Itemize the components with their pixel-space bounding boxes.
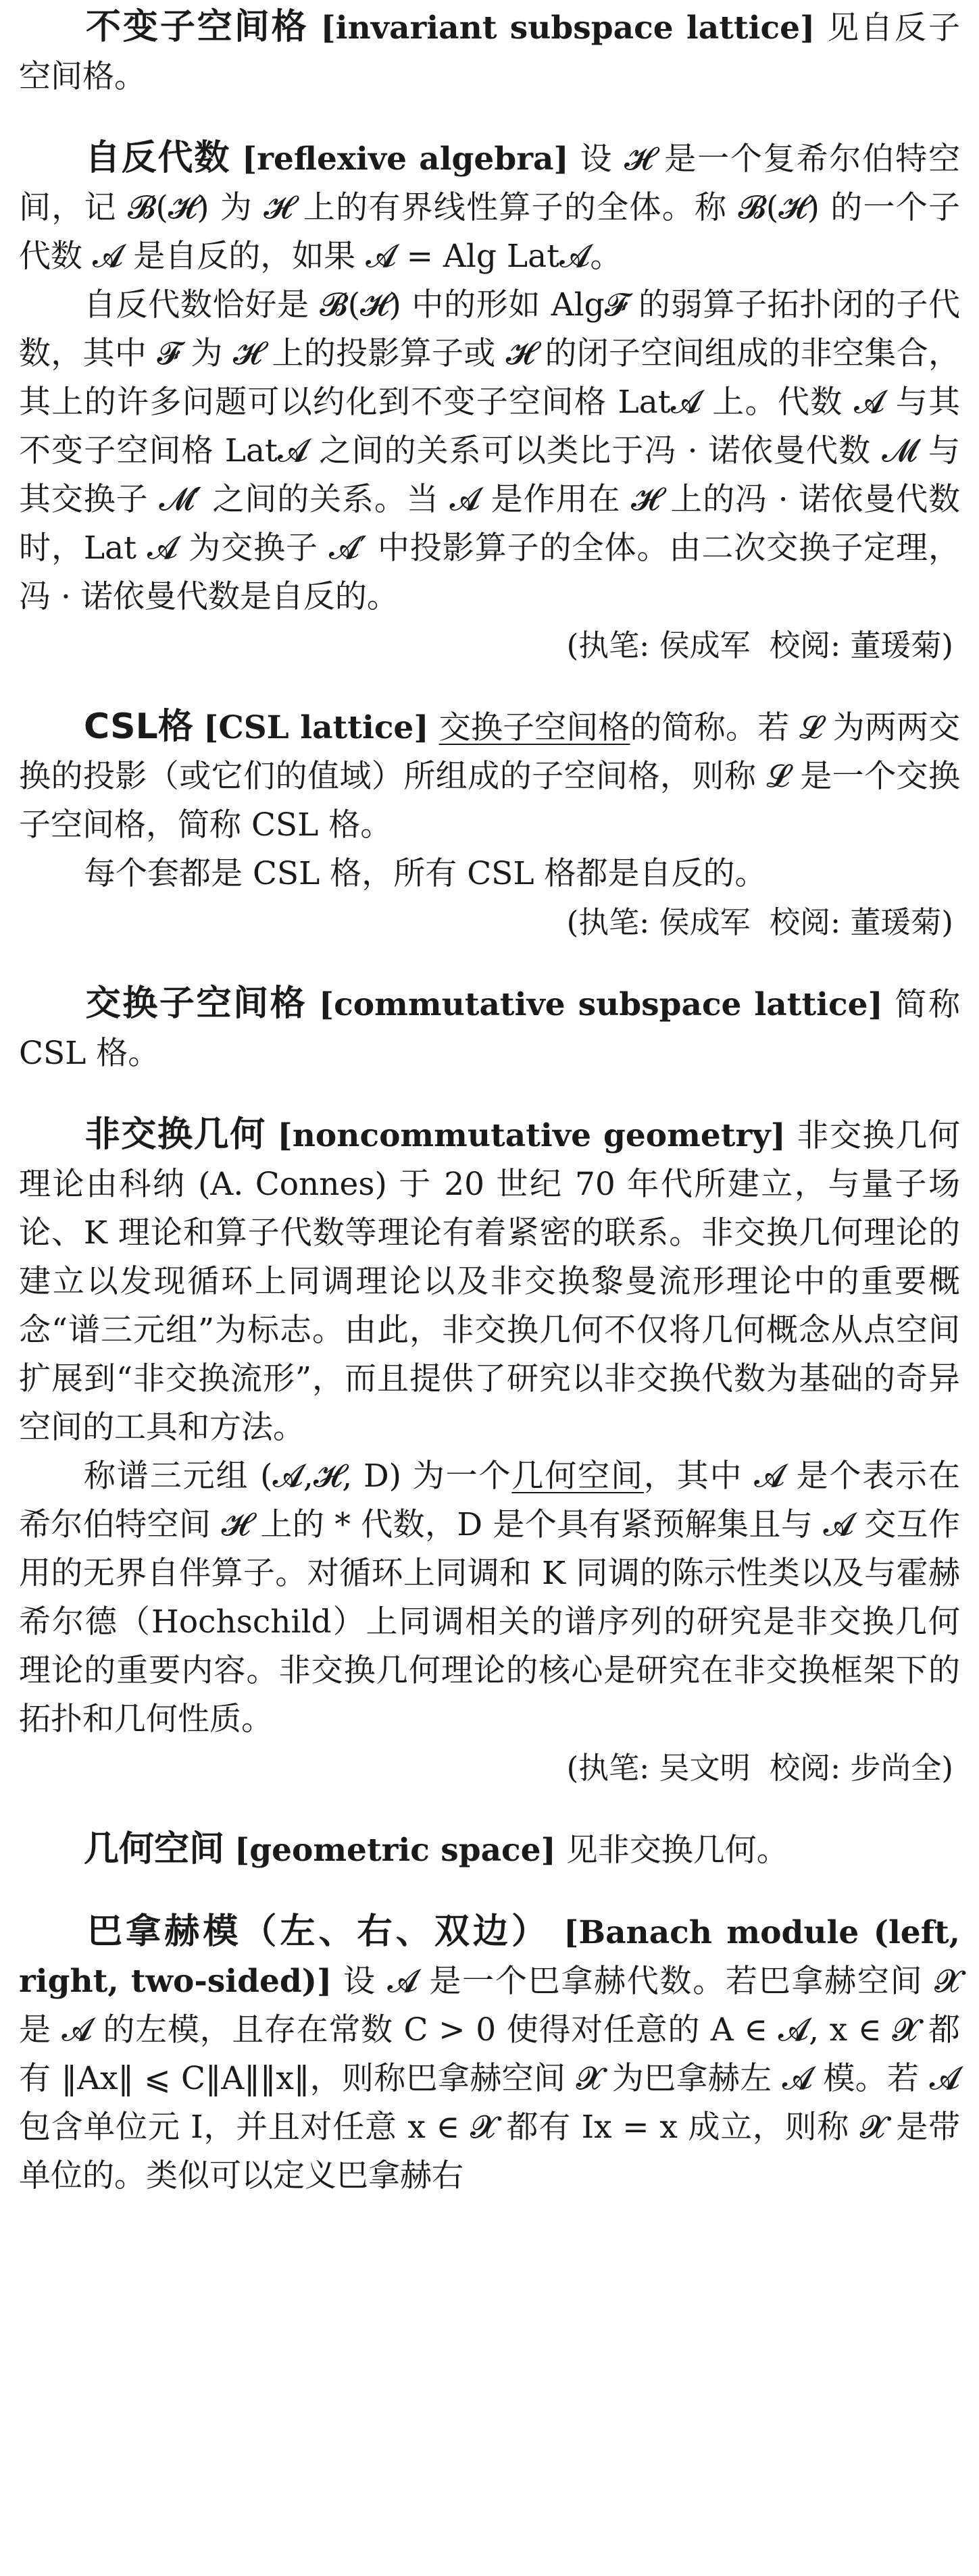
entry-english-term: [invariant subspace lattice]	[320, 9, 815, 47]
entry-credit	[19, 621, 960, 670]
entry-geometric-space	[19, 1825, 960, 1875]
entry-credit	[19, 898, 960, 947]
entry-english-term: [Banach module (left, right, two-sided)]	[19, 1914, 960, 2000]
entry-paragraph: 自反代数恰好是 𝓑(𝓗) 中的形如 Alg𝓕 的弱算子拓扑闭的子代数，其中 𝓕 为 𝓗 上的投影算子或 𝓗 的闭子空间组成的非空集合，其上的许多问题可以约化到不变子空间格 Lat𝓐 上。代数 𝓐 与其不变子空间格 Lat𝓐 之间的关系可以类比于冯 · 诺依曼代数 𝓜 与其交换子 𝓜′ 之间的关系。当 𝓐 是作用在 𝓗 上的冯 · 诺依曼代数时，Lat 𝓐 为交换子 𝓐′ 中投影算子的全体。由二次交换子定理，冯 · 诺依曼代数是自反的。	[19, 286, 960, 615]
entry-term: 巴拿赫模（左、右、双边）	[84, 1911, 551, 1952]
cross-reference-link[interactable]: 几何空间	[511, 1458, 644, 1495]
credit-reviewer: 校阅: 步尚全)	[769, 1750, 953, 1786]
entry-paragraph	[19, 1110, 960, 1452]
credit-reviewer: 校阅: 董瑗菊)	[769, 627, 953, 663]
dictionary-page	[0, 3, 979, 2576]
entry-paragraph	[19, 979, 960, 1078]
entry-text: 见非交换几何。	[566, 1832, 788, 1869]
entry-term: 自反代数	[84, 138, 231, 178]
entry-english-term: [noncommutative geometry]	[277, 1117, 786, 1154]
entry-text: 非交换几何理论由科纳 (A. Connes) 于 20 世纪 70 年代所建立，与量子场论、K 理论和算子代数等理论有着紧密的联系。非交换几何理论的建立以发现循环上同调理论以及非交换黎曼流形理论中的重要概念“谱三元组”为标志。由此，非交换几何不仅将几何概念从点空间扩展到“非交换流形”，而且提供了研究以非交换代数为基础的奇异空间的工具和方法。	[19, 1117, 960, 1446]
entry-commutative-subspace-lattice	[19, 979, 960, 1078]
credit-writer: (执笔: 侯成军	[566, 904, 751, 940]
entry-invariant-subspace-lattice	[19, 3, 960, 101]
entry-paragraph	[19, 1825, 960, 1875]
credit-writer: (执笔: 侯成军	[566, 627, 751, 663]
entry-text: 见自反子空间格。	[19, 9, 960, 95]
entry-text: 称谱三元组 (𝓐,𝓗, D) 为一个	[84, 1458, 512, 1495]
entry-text: 的简称。若 𝓛 为两两交换的投影（或它们的值域）所组成的子空间格，则称 𝓛 是一个交换子空间格，简称 CSL 格。	[19, 709, 960, 844]
cross-reference-link[interactable]: 交换子空间格	[438, 709, 630, 746]
entry-english-term: [commutative subspace lattice]	[318, 986, 883, 1023]
entry-term: 几何空间	[84, 1829, 225, 1870]
entry-term: 不变子空间格	[84, 7, 309, 47]
entry-english-term: [reflexive algebra]	[241, 140, 569, 178]
entry-term: CSL格	[84, 706, 193, 747]
entry-english-term: [geometric space]	[234, 1832, 556, 1869]
entry-term: 非交换几何	[84, 1114, 266, 1155]
entry-reflexive-algebra	[19, 134, 960, 670]
entry-paragraph	[19, 134, 960, 281]
credit-reviewer: 校阅: 董瑗菊)	[769, 904, 953, 940]
entry-paragraph: 每个套都是 CSL 格，所有 CSL 格都是自反的。	[84, 855, 767, 892]
entry-text: 简称CSL 格。	[19, 986, 960, 1072]
entry-term: 交换子空间格	[84, 983, 307, 1024]
entry-paragraph	[19, 1452, 960, 1744]
entry-banach-module	[19, 1907, 960, 2200]
entry-paragraph	[19, 3, 960, 101]
entry-paragraph	[19, 702, 960, 850]
credit-writer: (执笔: 吴文明	[566, 1750, 751, 1786]
entry-text: ，其中 𝓐 是个表示在希尔伯特空间 𝓗 上的 * 代数，D 是个具有紧预解集且与 𝓐 交互作用的无界自伴算子。对循环上同调和 K 同调的陈示性类以及与霍赫希尔德（Hochschild）上同调相关的谱序列的研究是非交换几何理论的重要内容。非交换几何理论的核心是研究在非交换框架下的拓扑和几何性质。	[19, 1458, 960, 1738]
entry-csl-lattice	[19, 702, 960, 947]
entry-credit	[19, 1744, 960, 1793]
entry-paragraph	[19, 1907, 960, 2200]
entry-text: 设 𝓐 是一个巴拿赫代数。若巴拿赫空间 𝓧 是 𝓐 的左模，且存在常数 C > 0 使得对任意的 A ∈ 𝓐, x ∈ 𝓧 都有 ‖Ax‖ ⩽ C‖A‖‖x‖，则称巴拿赫空间 𝓧 为巴拿赫左 𝓐 模。若 𝓐 包含单位元 I，并且对任意 x ∈ 𝓧 都有 Ix = x 成立，则称 𝓧 是带单位的。类似可以定义巴拿赫右	[19, 1963, 960, 2194]
entry-noncommutative-geometry	[19, 1110, 960, 1793]
entry-english-term: [CSL lattice]	[203, 709, 429, 746]
entry-text: 设 𝓗 是一个复希尔伯特空间，记 𝓑(𝓗) 为 𝓗 上的有界线性算子的全体。称 𝓑(𝓗) 的一个子代数 𝓐 是自反的，如果 𝓐 = Alg Lat𝓐。	[19, 140, 960, 275]
